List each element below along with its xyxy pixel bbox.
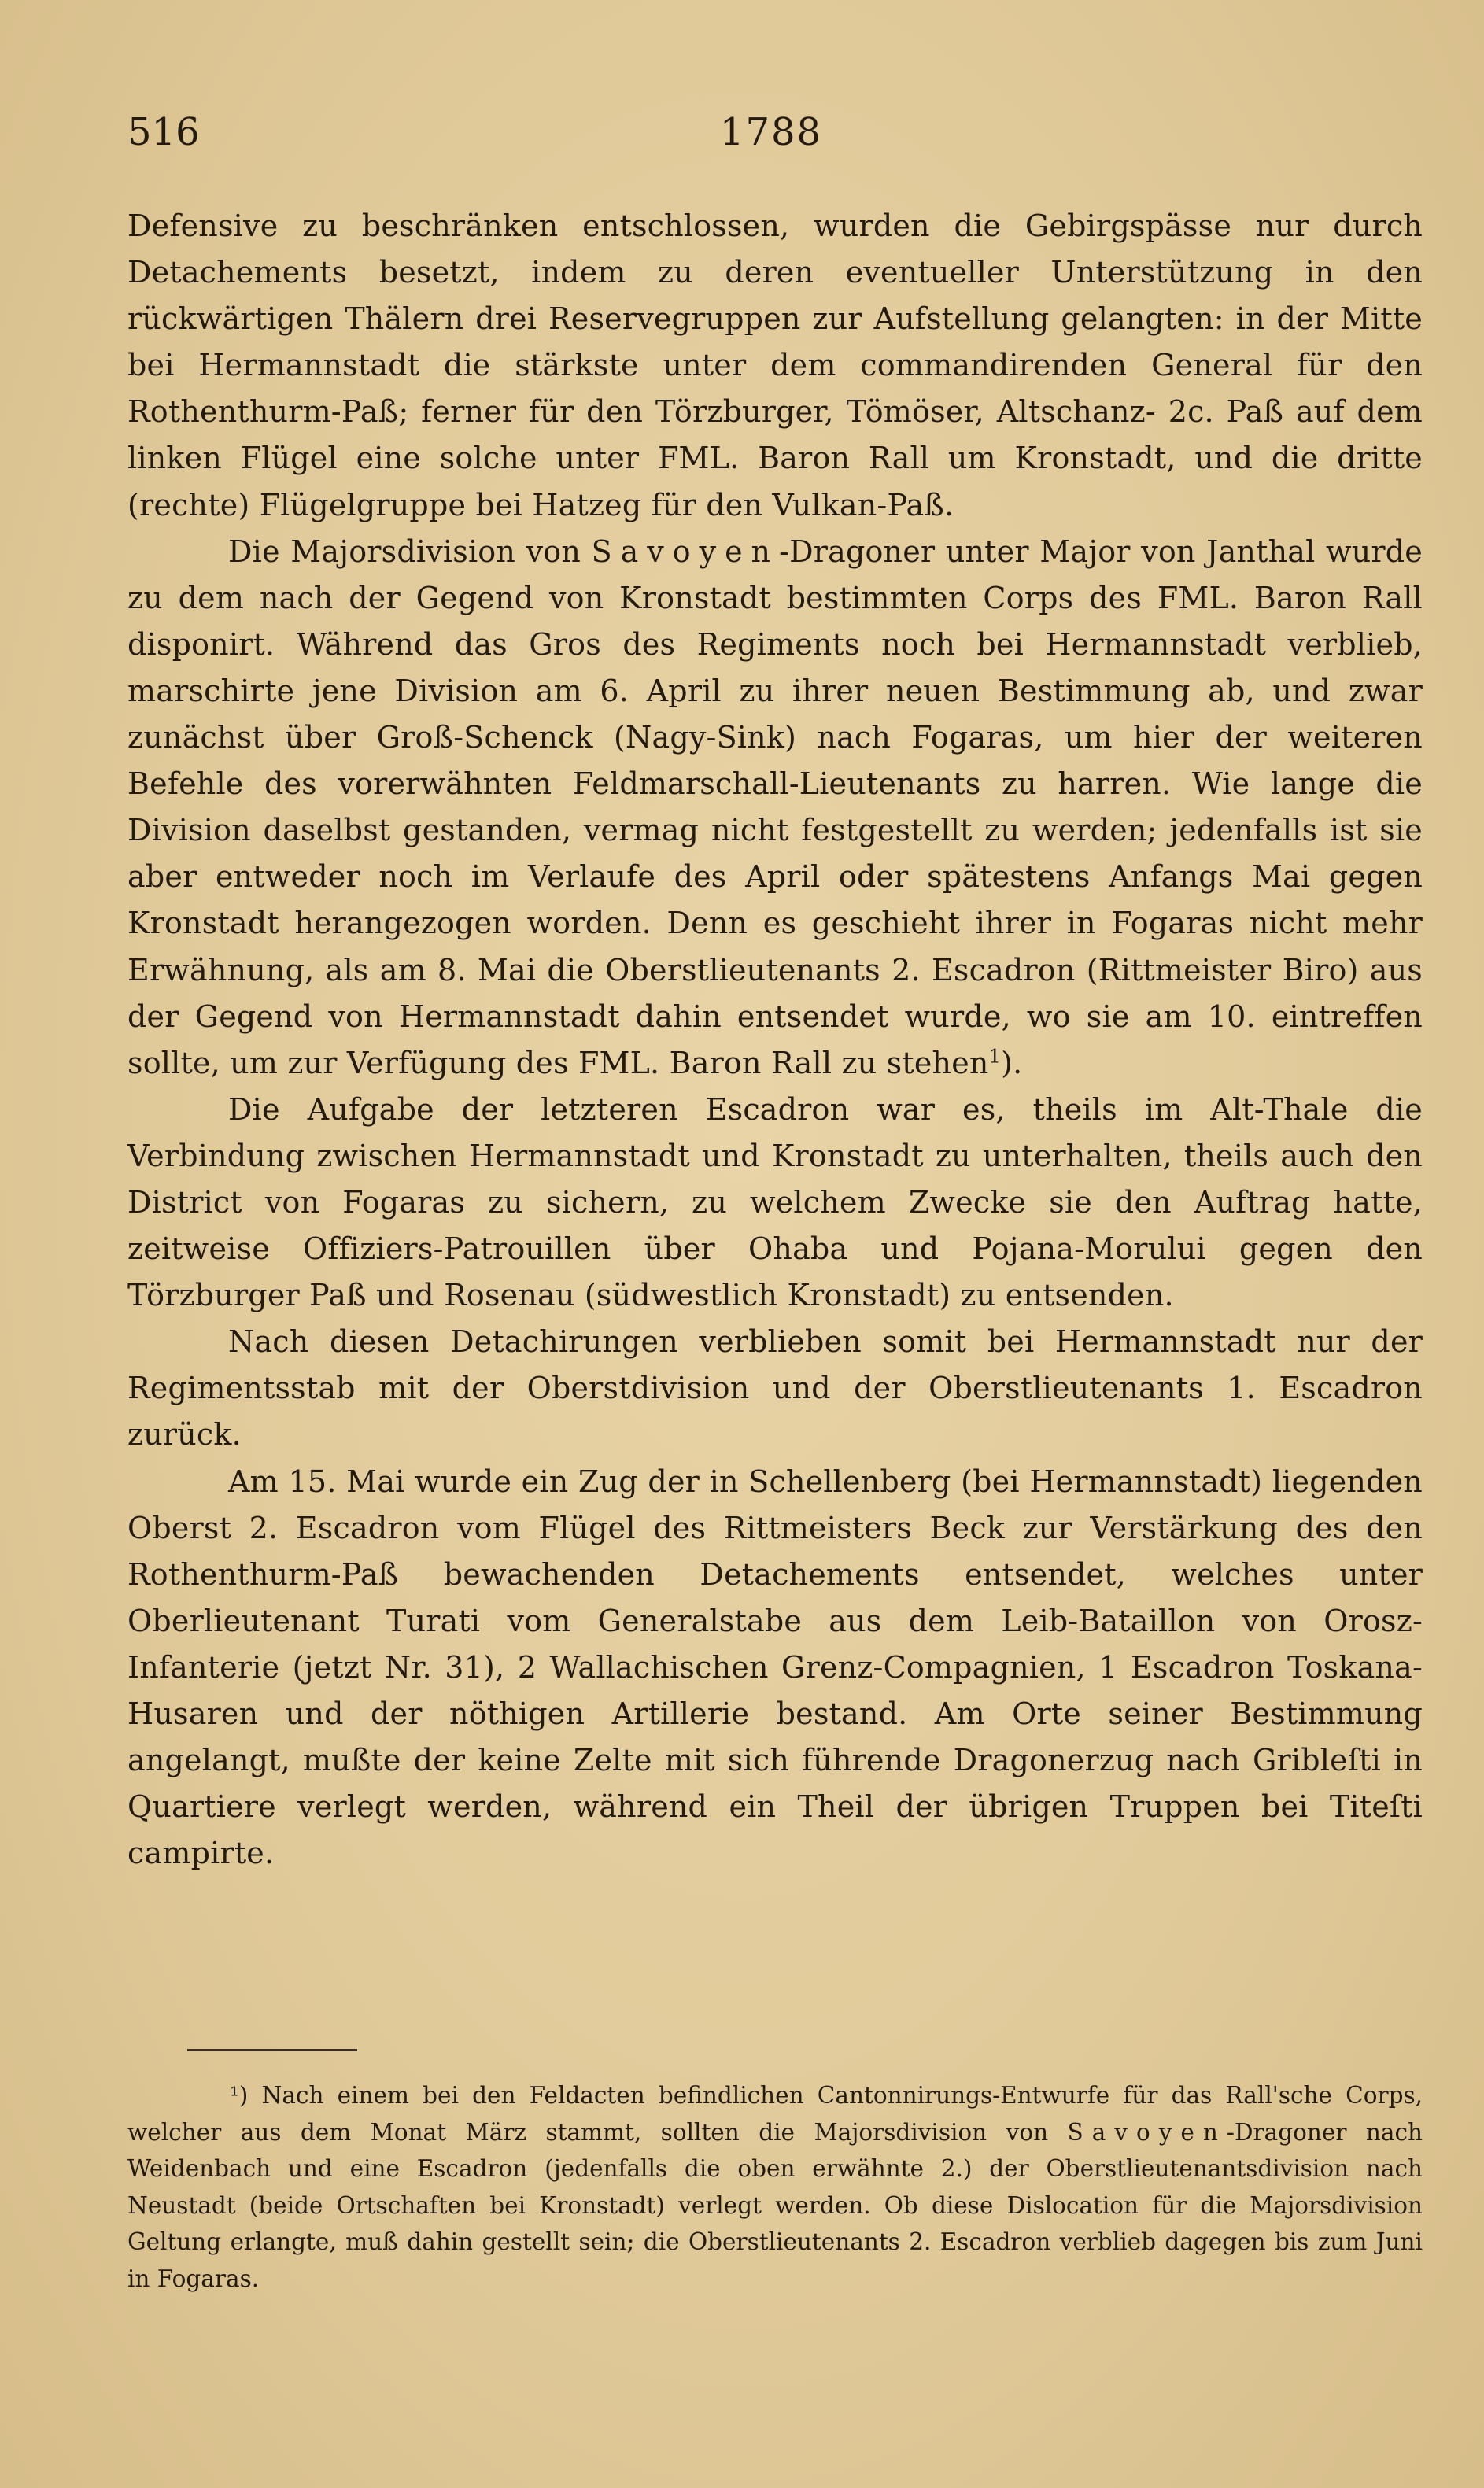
paragraph-2	[127, 529, 1423, 1087]
paragraph-1: Defensive zu beschränken entschlossen, wurden die Gebirgspässe nur durch Detachements besetzt, indem zu deren eventueller Unterstützung in den rückwärtigen Thälern drei Reservegruppen zur Aufstellung gelangten: in der Mitte bei Hermannstadt die stärkste unter dem commandirenden General für den Rothenthurm-Paß; ferner für den Törzburger, Tömöser, Altschanz- 2c. Paß auf dem linken Flügel eine solche unter FML. Baron Rall um Kronstadt, und die dritte (rechte) Flügelgruppe bei Hatzeg für den Vulkan-Paß.	[127, 209, 1423, 522]
page-header	[118, 102, 1424, 165]
paragraph-2-end: ).	[1001, 1045, 1023, 1080]
paragraph-4: Nach diesen Detachirungen verblieben somit bei Hermannstadt nur der Regimentsstab mit der Oberstdivision und der Oberstlieutenants 1. Escadron zurück.	[127, 1324, 1423, 1453]
footnote-text-start: Nach einem bei den Feldacten befindlichen Cantonnirungs-Entwurfe für das Rall'sche Corps, welcher aus dem Monat März stammt, sollten die Majorsdivision von	[127, 2082, 1423, 2146]
spaced-name-savoyen: Savoyen	[591, 533, 780, 569]
paragraph-2-text: -Dragoner unter Major von Janthal wurde zu dem nach der Gegend von Kronstadt bestimmten Corps des FML. Baron Rall disponirt. Während das Gros des Regiments noch bei Hermannstadt verblieb, marschirte jene Division am 6. April zu ihrer neuen Bestimmung ab, und zwar zunächst über Groß-Schenck (Nagy-Sink) nach Fogaras, um hier der weiteren Befehle des vorerwähnten Feldmarschall-Lieutenants zu harren. Wie lange die Division daselbst gestanden, vermag nicht festgestellt zu werden; jedenfalls ist sie aber entweder noch im Verlaufe des April oder spätestens Anfangs Mai gegen Kronstadt herangezogen worden. Denn es geschieht ihrer in Fogaras nicht mehr Erwähnung, als am 8. Mai die Oberstlieutenants 2. Escadron (Rittmeister Biro) aus der Gegend von Hermannstadt dahin entsendet wurde, wo sie am 10. eintreffen sollte, um zur Verfügung des FML. Baron Rall zu stehen	[127, 533, 1423, 1080]
footnote-spaced-name: Savoyen	[1067, 2118, 1227, 2146]
main-text	[127, 203, 1423, 1877]
footnote-1	[127, 2077, 1423, 2297]
footnote	[127, 2077, 1423, 2297]
footnote-marker: ¹)	[230, 2082, 262, 2109]
footnote-reference[interactable]: 1	[988, 1045, 1002, 1068]
paragraph-2-start: Die Majorsdivision von	[228, 533, 592, 569]
footnote-divider	[187, 2049, 357, 2051]
page-number: 516	[127, 110, 200, 154]
footnote-text-end: -Dragoner nach Weidenbach und eine Escadron (jedenfalls die oben erwähnte 2.) der Oberstlieutenantsdivision nach Neustadt (beide Ortschaften bei Kronstadt) verlegt werden. Ob diese Dislocation für die Majorsdivision Geltung erlangte, muß dahin gestellt sein; die Oberstlieutenants 2. Escadron verblieb dagegen bis zum Juni in Fogaras.	[127, 2118, 1423, 2292]
paragraph-5: Am 15. Mai wurde ein Zug der in Schellenberg (bei Hermannstadt) liegenden Oberst 2. Escadron vom Flügel des Rittmeisters Beck zur Verstärkung des den Rothenthurm-Paß bewachenden Detachements entsendet, welches unter Oberlieutenant Turati vom Generalstabe aus dem Leib-Bataillon von Orosz-Infanterie (jetzt Nr. 31), 2 Wallachischen Grenz-Compagnien, 1 Escadron Toskana-Husaren und der nöthigen Artillerie bestand. Am Orte seiner Bestimmung angelangt, mußte der keine Zelte mit sich führende Dragonerzug nach Gribleſti in Quartiere verlegt werden, während ein Theil der übrigen Truppen bei Titeſti campirte.	[127, 1464, 1423, 1871]
paragraph-3: Die Aufgabe der letzteren Escadron war es, theils im Alt-Thale die Verbindung zwischen Hermannstadt und Kronstadt zu unterhalten, theils auch den District von Fogaras zu sichern, zu welchem Zwecke sie den Auftrag hatte, zeitweise Offiziers-Patrouillen über Ohaba und Pojana-Morului gegen den Törzburger Paß und Rosenau (südwestlich Kronstadt) zu entsenden.	[127, 1091, 1423, 1313]
running-head-year: 1788	[719, 110, 823, 154]
